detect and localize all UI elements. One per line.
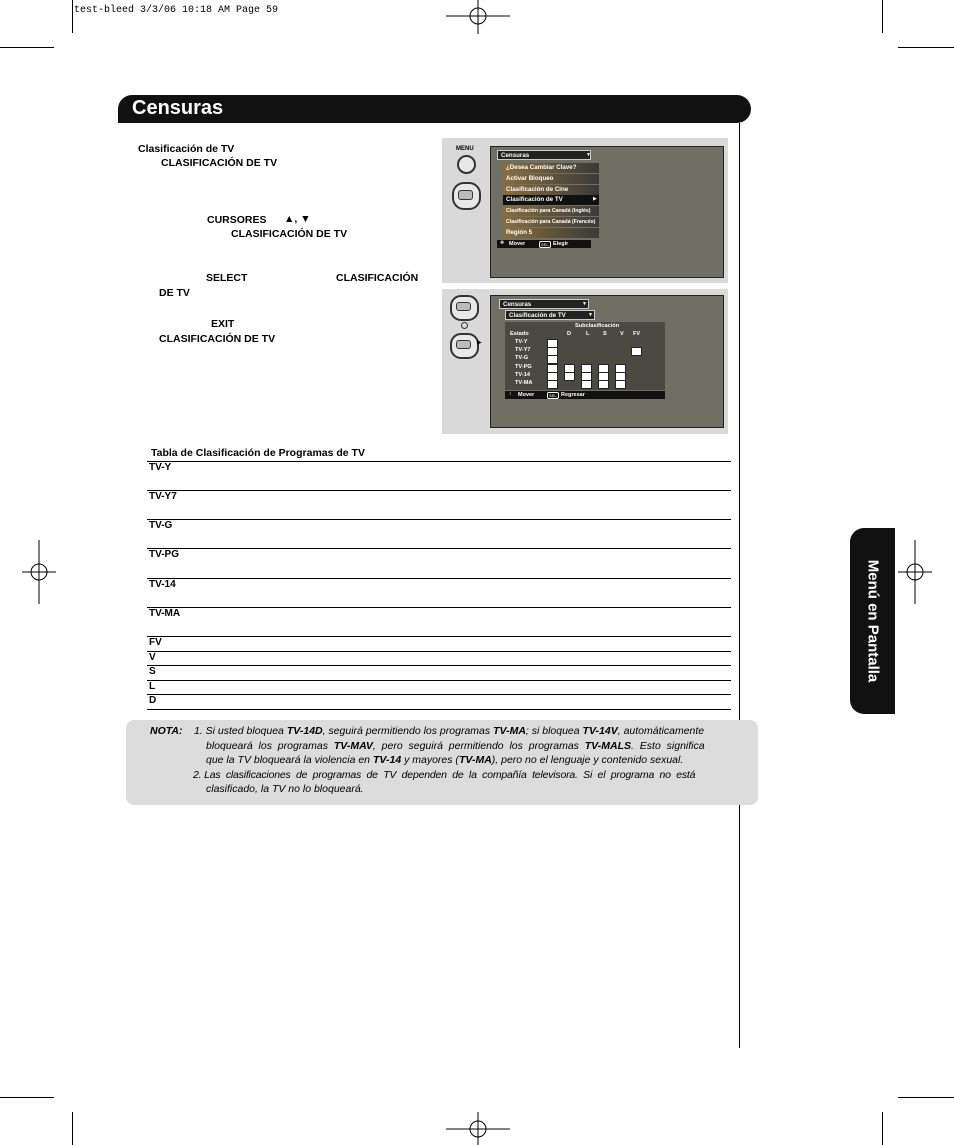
subclass-title: Subclasificación — [575, 323, 620, 329]
lock-icon[interactable] — [581, 380, 592, 389]
menu-item[interactable]: Clasificación para Canadá (Francés) — [503, 217, 599, 227]
table-divider — [147, 694, 731, 695]
row-label: TV-Y — [515, 339, 528, 345]
column-header: L — [586, 331, 590, 337]
table-row: V — [149, 652, 156, 663]
move-arrows-icon: ✥ — [500, 240, 505, 246]
dropdown-arrow-icon: ▼ — [586, 152, 591, 158]
menu-footer — [497, 240, 591, 248]
column-header: S — [603, 331, 607, 337]
registration-mark-icon — [446, 1112, 510, 1145]
table-divider — [147, 578, 731, 579]
table-row: S — [149, 666, 156, 677]
menu-item-selected[interactable]: Clasificación de TV — [503, 195, 599, 205]
note-text: ), pero no el lenguaje y contenido sexual. — [491, 754, 684, 766]
note-text: TV-MA — [458, 754, 492, 766]
instruction-text: CURSORES — [207, 214, 267, 226]
note-text: que la TV bloqueará la violencia en — [206, 754, 373, 766]
row-label: TV-PG — [515, 364, 532, 370]
side-tab — [850, 528, 895, 714]
footer-choose: Elegir — [553, 241, 569, 247]
tv-screen-1 — [490, 146, 724, 278]
note-text: , pero seguirá permitiendo los programas — [372, 740, 585, 752]
menu-footer — [505, 391, 665, 399]
row-label: TV-MA — [515, 380, 533, 386]
column-header: FV — [633, 331, 641, 337]
table-divider — [147, 651, 731, 652]
lock-icon[interactable] — [631, 347, 642, 356]
footer-back: Regresar — [561, 392, 585, 398]
note-text: TV-MA — [493, 725, 526, 737]
screen-panel-1 — [442, 138, 728, 283]
tv-screen-2 — [490, 295, 724, 428]
lock-icon[interactable] — [598, 380, 609, 389]
menu-item[interactable]: Región 5 — [503, 228, 599, 238]
note-label: NOTA: — [150, 725, 183, 737]
right-arrow-icon: ▶ — [477, 340, 482, 346]
table-divider — [147, 636, 731, 637]
table-divider — [147, 461, 731, 462]
lock-icon[interactable] — [547, 380, 558, 389]
row-label: TV-14 — [515, 372, 530, 378]
select-button-icon — [456, 340, 471, 349]
section-heading: Clasificación de TV — [138, 143, 235, 155]
instruction-text: CLASIFICACIÓN — [336, 272, 419, 284]
print-header: test-bleed 3/3/06 10:18 AM Page 59 — [74, 5, 279, 16]
menu-item[interactable]: Activar Bloqueo — [503, 174, 599, 184]
table-divider — [147, 665, 731, 666]
table-row: TV-Y — [149, 462, 172, 473]
lock-icon[interactable] — [564, 372, 575, 381]
menu-label: MENU — [456, 146, 474, 152]
note-text: bloqueará los programas — [206, 740, 334, 752]
note-text: . Esto significa — [631, 740, 705, 752]
menu-item[interactable]: ¿Desea Cambiar Clave? — [503, 163, 599, 173]
table-divider — [147, 490, 731, 491]
note-line: clasificado, la TV no lo bloqueará. — [206, 783, 364, 795]
move-arrows-icon: ↕ — [509, 391, 512, 397]
menu-button-icon — [457, 155, 476, 174]
instruction-text: CLASIFICACIÓN DE TV — [161, 157, 278, 169]
indicator-icon — [461, 322, 468, 329]
table-row: TV-Y7 — [149, 491, 177, 502]
registration-mark-icon — [446, 0, 510, 34]
table-row: L — [149, 681, 156, 692]
table-row: TV-PG — [149, 549, 180, 560]
table-row: FV — [149, 637, 162, 648]
submenu-arrow-icon: ▶ — [593, 196, 597, 202]
note-line — [206, 753, 683, 768]
note-text: TV-14V — [582, 725, 618, 737]
table-row: TV-MA — [149, 608, 181, 619]
instruction-text: EXIT — [211, 318, 235, 330]
column-header: V — [620, 331, 624, 337]
menu-item[interactable]: Clasificación para Canadá (Inglés) — [503, 206, 599, 216]
note-text: TV-14D — [286, 725, 323, 737]
row-label: TV-Y7 — [515, 347, 531, 353]
arrow-keys-text: ▲, ▼ — [284, 213, 311, 225]
select-button-icon — [458, 190, 473, 200]
table-row: D — [149, 695, 157, 706]
table-divider — [147, 519, 731, 520]
table-row: TV-14 — [149, 579, 176, 590]
rating-grid — [505, 322, 665, 390]
select-button-icon — [456, 302, 471, 311]
sel-key-icon: SEL — [549, 393, 557, 398]
registration-mark-icon — [898, 540, 932, 604]
page-title: Censuras — [132, 97, 224, 119]
instruction-text: CLASIFICACIÓN DE TV — [231, 228, 348, 240]
side-tab-label: Menú en Pantalla — [864, 559, 881, 683]
title-bar — [118, 95, 751, 123]
screen-panel-2 — [442, 289, 728, 434]
note-text: TV-MAV — [333, 740, 373, 752]
table-divider — [147, 607, 731, 608]
registration-mark-icon — [22, 540, 56, 604]
instruction-text: SELECT — [206, 272, 248, 284]
table-title: Tabla de Clasificación de Programas de TV — [151, 447, 365, 459]
dropdown-arrow-icon: ▼ — [588, 312, 593, 318]
note-text: TV-14 — [372, 754, 402, 766]
note-text: 1. Si usted bloquea — [194, 725, 287, 737]
footer-move: Mover — [509, 241, 526, 247]
menu-item[interactable]: Clasificación de Cine — [503, 185, 599, 195]
note-text: y mayores ( — [401, 754, 459, 766]
sel-key-icon: SEL — [541, 242, 549, 247]
lock-icon[interactable] — [547, 355, 558, 364]
note-line — [194, 724, 704, 739]
table-divider — [147, 680, 731, 681]
lock-icon[interactable] — [615, 380, 626, 389]
note-text: TV-MALS — [584, 740, 632, 752]
estado-label: Estado — [510, 331, 529, 337]
instruction-text: CLASIFICACIÓN DE TV — [159, 333, 276, 345]
table-divider — [147, 548, 731, 549]
dropdown-arrow-icon: ▼ — [582, 301, 587, 307]
note-text: ; si bloquea — [525, 725, 583, 737]
submenu-header: Clasificación de TV — [505, 310, 595, 320]
row-label: TV-G — [515, 355, 529, 361]
note-text: , automáticamente — [617, 725, 705, 737]
footer-move: Mover — [518, 392, 535, 398]
note-line — [206, 739, 705, 754]
table-divider — [147, 709, 731, 710]
note-text: , seguirá permitiendo los programas — [322, 725, 494, 737]
menu-header: Censuras — [497, 150, 591, 160]
note-line: 2. Las clasificaciones de programas de TV dependen de la compañía televisora. Si el programa no está — [193, 769, 696, 781]
column-header: D — [567, 331, 572, 337]
instruction-text: DE TV — [159, 287, 190, 299]
menu-header: Censuras — [499, 299, 589, 309]
table-row: TV-G — [149, 520, 173, 531]
